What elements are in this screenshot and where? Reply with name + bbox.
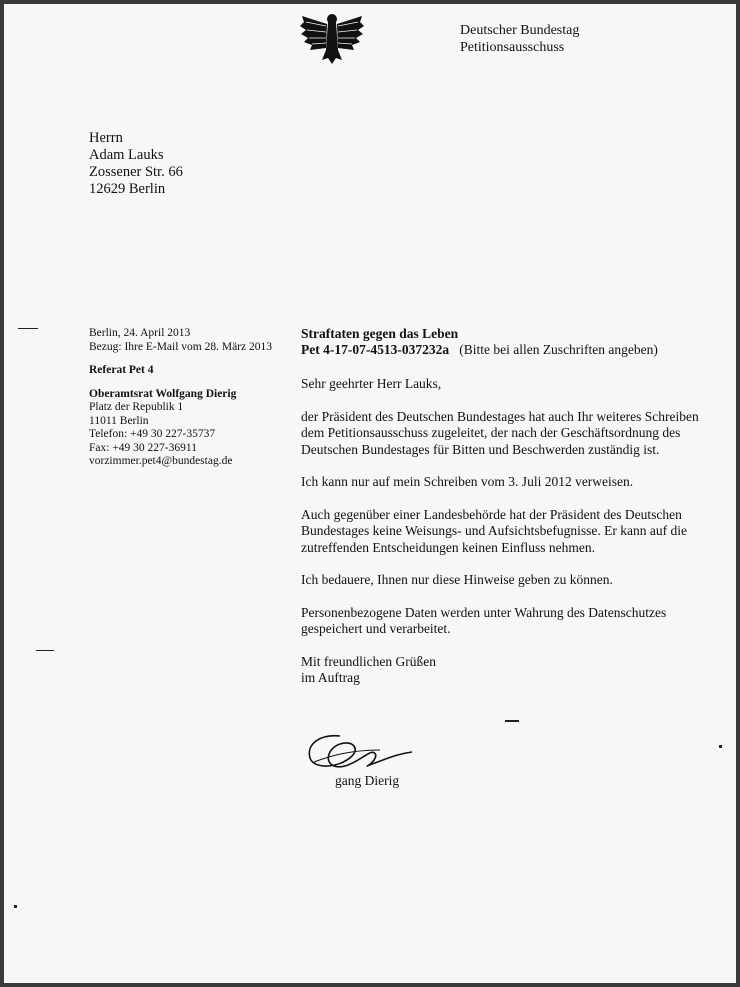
organization-header [460, 22, 579, 56]
case-number: Pet 4-17-07-4513-037232a [301, 342, 450, 357]
recipient-address [89, 130, 183, 198]
subject-block [301, 326, 658, 358]
sender-email: vorzimmer.pet4@bundestag.de [89, 455, 233, 467]
body-paragraph: der Präsident des Deutschen Bundestages hat auch Ihr weiteres Schreiben dem Petitionsausschuss zugeleitet, der nach der Geschäftsordnung des Deutschen Bundestages für Bitten und Beschwerden zuständig ist. [301, 408, 699, 457]
bundesadler-icon [298, 10, 366, 66]
recipient-city: 12629 Berlin [89, 181, 166, 197]
case-note: (Bitte bei allen Zuschriften angeben) [459, 342, 658, 357]
org-name: Deutscher Bundestag [460, 23, 580, 38]
greeting: Sehr geehrter Herr Lauks, [301, 376, 442, 391]
sender-phone: Telefon: +49 30 227-35737 [89, 428, 216, 440]
body-paragraph: Ich bedauere, Ihnen nur diese Hinweise geben zu können. [301, 572, 613, 587]
scan-mark [719, 745, 722, 748]
recipient-name: Adam Lauks [89, 147, 164, 163]
scan-mark [505, 720, 519, 722]
sender-city: 11011 Berlin [89, 414, 149, 427]
reference-line: Bezug: Ihre E-Mail vom 28. März 2013 [89, 340, 272, 353]
body-paragraph: Personenbezogene Daten werden unter Wahrung des Datenschutzes gespeichert und verarbeitet. [301, 604, 667, 636]
subject-title: Straftaten gegen das Leben [301, 326, 459, 341]
sender-info [89, 327, 289, 469]
letter-date: Berlin, 24. April 2013 [89, 327, 191, 339]
recipient-street: Zossener Str. 66 [89, 164, 183, 180]
scan-mark [18, 328, 38, 329]
official-name: Oberamtsrat Wolfgang Dierig [89, 387, 237, 400]
body-paragraph: Ich kann nur auf mein Schreiben vom 3. Juli 2012 verweisen. [301, 474, 634, 489]
scan-mark [36, 650, 54, 651]
scan-mark [14, 905, 17, 908]
body-paragraph: Auch gegenüber einer Landesbehörde hat der Präsident des Deutschen Bundestages keine Weisungs- und Aufsichtsbefugnisse. Er kann auf die zutreffenden Entscheidungen keinen Einfluss nehmen. [301, 506, 687, 555]
sender-fax: Fax: +49 30 227-36911 [89, 441, 197, 454]
closing-authority: im Auftrag [301, 670, 360, 685]
sender-street: Platz der Republik 1 [89, 401, 184, 413]
signature-name: gang Dierig [335, 773, 400, 788]
closing-line: Mit freundlichen Grüßen [301, 653, 436, 669]
letter-body [301, 376, 711, 687]
recipient-salutation: Herrn [89, 130, 123, 146]
org-committee: Petitionsausschuss [460, 40, 565, 55]
department: Referat Pet 4 [89, 364, 154, 376]
